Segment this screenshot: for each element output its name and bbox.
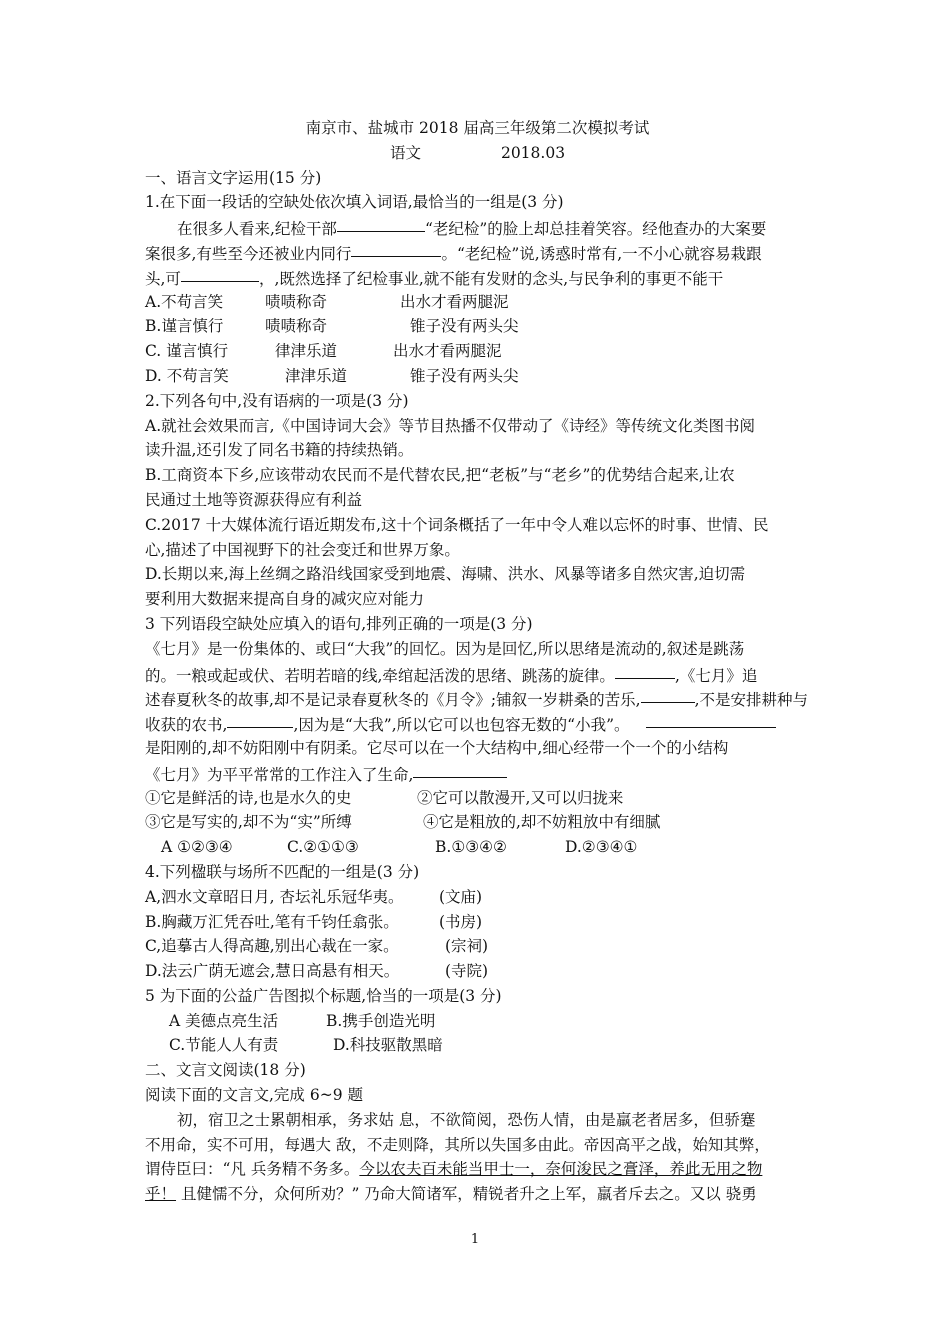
answer-blank bbox=[351, 240, 441, 257]
section-2-intro: 阅读下面的文言文,完成 6~9 题 bbox=[145, 1086, 363, 1105]
q3-passage-line: 《七月》是一份集体的、或曰“大我”的回忆。因为是回忆,所以思绪是流动的,叙述是跳荡 bbox=[145, 639, 745, 658]
q2-option-a-cont: 读升温,还引发了同名书籍的持续热销。 bbox=[145, 441, 414, 460]
subject-label: 语文 bbox=[389, 143, 421, 162]
q3-passage-line: 是阳刚的,却不妨阳刚中有阴柔。它尽可以在一个大结构中,细心经带一个一个的小结构 bbox=[145, 738, 729, 757]
classical-text-line: 乎！ 且健懦不分，众何所劝？” 乃命大简诸军，精锐者升之上军，羸者斥去之。又以 骁勇 bbox=[145, 1185, 757, 1204]
q5-options-row: C.节能人人有责 D.科技驱散黑暗 bbox=[169, 1036, 443, 1055]
q2-stem: 2.下列各句中,没有语病的一项是(3 分) bbox=[145, 391, 409, 410]
q3-sentences-row bbox=[145, 810, 810, 835]
section-1-heading: 一、语言文字运用(15 分) bbox=[145, 168, 322, 187]
document-body bbox=[145, 116, 810, 1207]
q4-stem: 4.下列楹联与场所不匹配的一组是(3 分) bbox=[145, 862, 420, 881]
answer-blank bbox=[646, 711, 776, 728]
q1-option-a: A.不苟言笑 啧啧称奇 出水才看两腿泥 bbox=[145, 292, 509, 311]
classical-text-line: 谓侍臣曰：“凡 兵务精不务多。今以农夫百未能当甲士一，奈何浚民之膏泽，养此无用之物 bbox=[145, 1160, 763, 1179]
q1-passage-line: 在很多人看来,纪检干部 “老纪检”的脸上却总挂着笑容。经他查办的大案要 bbox=[145, 215, 810, 240]
q4-option-c: C,追摹古人得高趣,别出心裁在一家。 (宗祠) bbox=[145, 937, 489, 956]
q1-passage-line: 头,可 ，,既然选择了纪检事业,就不能有发财的念头,与民争利的事更不能干 bbox=[145, 265, 810, 290]
q3-sentences-row bbox=[145, 786, 810, 811]
q3-options-row: A ①②③④ C.②①①③ B.①③④② D.②③④① bbox=[161, 838, 638, 857]
underlined-sentence: 今以农夫百未能当甲士一，奈何浚民之膏泽，养此无用之物 bbox=[359, 1160, 763, 1179]
q1-option-d: D. 不苟言笑 津津乐道 锥子没有两头尖 bbox=[145, 366, 519, 385]
sentence-1: ①它是鲜活的诗,也是水久的史 bbox=[145, 788, 352, 807]
page-number: 1 bbox=[470, 1232, 480, 1247]
q1-option-c: C. 谨言慎行 律津乐道 出水才看两腿泥 bbox=[145, 342, 502, 361]
classical-text-line: 初，宿卫之士累朝相承，务求姑 息，不欲简阅，恐伤人情，由是羸老者居多，但骄蹇 bbox=[177, 1110, 756, 1129]
sentence-2: ②它可以散漫开,又可以归拢来 bbox=[417, 788, 624, 807]
q3-passage-line: 述春夏秋冬的故事,却不是记录春夏秋冬的《月令》;铺叙一岁耕桑的苦乐, ,不是安排耕种与 bbox=[145, 686, 810, 711]
classical-text-line: 不用命，实不可用，每遇大 敌，不走则降，其所以失国多由此。帝因高平之战，始知其弊， bbox=[145, 1135, 770, 1154]
answer-blank bbox=[337, 215, 425, 232]
sentence-3: ③它是写实的,却不为“实”所缚 bbox=[145, 813, 352, 832]
answer-blank bbox=[181, 265, 259, 282]
exam-title: 南京市、盐城市 2018 届高三年级第二次模拟考试 bbox=[305, 119, 650, 137]
q1-option-b: B.谨言慎行 啧啧称奇 锥子没有两头尖 bbox=[145, 317, 519, 336]
q4-option-b: B.胸藏万汇凭吞吐,笔有千钧任翕张。 (书房) bbox=[145, 912, 483, 931]
q2-option-b-cont: 民通过土地等资源获得应有利益 bbox=[145, 490, 363, 509]
q1-stem: 1.在下面一段话的空缺处依次填入词语,最恰当的一组是(3 分) bbox=[145, 193, 564, 212]
q1-passage-line: 案很多,有些至今还被业内同行 。“老纪检”说,诱惑时常有,一不小心就容易栽跟 bbox=[145, 240, 810, 265]
q5-options-row: A 美德点亮生活 B.携手创造光明 bbox=[169, 1011, 436, 1030]
exam-subtitle bbox=[145, 141, 810, 166]
q2-option-a: A.就社会效果而言,《中国诗词大会》等节目热播不仅带动了《诗经》等传统文化类图书阅 bbox=[145, 416, 756, 435]
q2-option-b: B.工商资本下乡,应该带动农民而不是代替农民,把“老板”与“老乡”的优势结合起来,让农 bbox=[145, 466, 735, 485]
answer-blank bbox=[615, 662, 675, 679]
q2-option-d-cont: 要利用大数据来提高自身的减灾应对能力 bbox=[145, 590, 425, 609]
exam-date: 2018.03 bbox=[500, 143, 566, 162]
answer-blank bbox=[227, 711, 293, 728]
answer-blank bbox=[641, 686, 695, 703]
q3-stem: 3 下列语段空缺处应填入的语句,排列正确的一项是(3 分) bbox=[145, 614, 533, 633]
underlined-sentence: 乎！ bbox=[145, 1185, 177, 1204]
section-2-heading: 二、文言文阅读(18 分) bbox=[145, 1061, 306, 1080]
q3-passage-line: 的。一粮或起或伏、若明若暗的线,牵绾起活泼的思绪、跳荡的旋律。 ,《七月》追 bbox=[145, 662, 810, 687]
q2-option-d: D.长期以来,海上丝绸之路沿线国家受到地震、海啸、洪水、风暴等诸多自然灾害,迫切需 bbox=[145, 565, 746, 584]
q2-option-c-cont: 心,描述了中国视野下的社会变迁和世界万象。 bbox=[145, 540, 460, 559]
q5-stem: 5 为下面的公益广告图拟个标题,恰当的一项是(3 分) bbox=[145, 986, 502, 1005]
answer-blank bbox=[413, 761, 507, 778]
sentence-4: ④它是粗放的,却不妨粗放中有细腻 bbox=[423, 813, 661, 832]
q3-passage-line: 收获的农书, ,因为是“大我”,所以它可以也包容无数的“小我”。 bbox=[145, 711, 810, 736]
q4-option-a: A,泗水文章昭日月, 杏坛礼乐冠华夷。 (文庙) bbox=[145, 887, 483, 906]
q2-option-c: C.2017 十大媒体流行语近期发布,这十个词条概括了一年中令人难以忘怀的时事、世情、民 bbox=[145, 515, 769, 534]
q4-option-d: D.法云广荫无遮会,慧日高悬有相天。 (寺院) bbox=[145, 962, 489, 981]
q3-passage-line: 《七月》为平平常常的工作注入了生命, bbox=[145, 761, 810, 786]
